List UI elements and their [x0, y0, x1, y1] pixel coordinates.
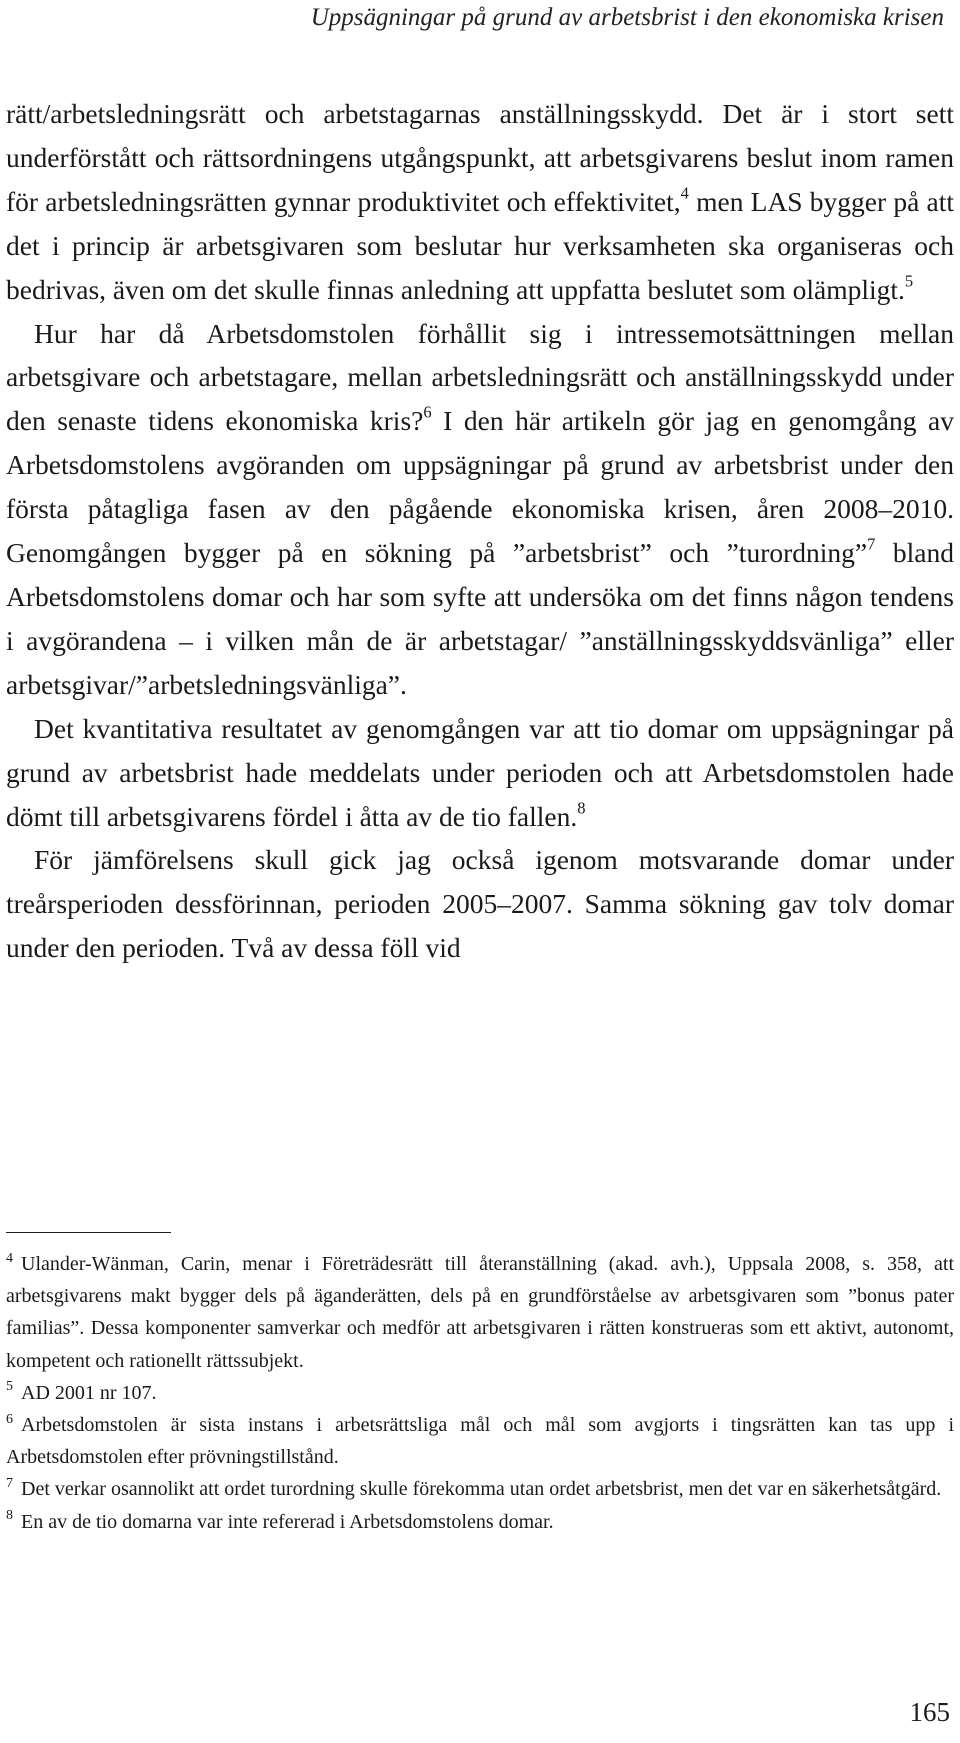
paragraph-2-text-b: I den här artikeln gör jag en genomgång av Arbetsdomstolens avgöranden om uppsägningar på grund av arbetsbrist under den första påtagliga fasen av den pågående ekonomiska krisen, åren 2008–2010. Genomgången bygger på en sökning på ”arbetsbrist” och ”turordning” [6, 405, 954, 569]
paragraph-3-text: Det kvantitativa resultatet av genomgången var att tio domar om uppsägningar på grund av arbetsbrist hade meddelats under perioden och att Arbetsdomstolen hade dömt till arbetsgivarens fördel i åtta av de tio fallen. [6, 712, 954, 832]
paragraph-2-text-a: Hur har då Arbetsdomstolen förhållit sig i intressemotsättningen mellan arbetsgivare och arbetstagare, mellan arbetsledningsrätt och anställningsskydd under den senaste tidens ekonomiska kris? [6, 317, 954, 437]
footnote-number: 7 [6, 1476, 13, 1492]
footnote-number: 4 [6, 1250, 13, 1266]
paragraph-1 [6, 92, 954, 312]
footnotes [6, 1248, 954, 1538]
paragraph-3 [6, 707, 954, 839]
paragraph-4 [6, 838, 954, 970]
paragraph-4-text: För jämförelsens skull gick jag också igenom motsvarande domar under treårsperioden dessförinnan, perioden 2005–2007. Samma sökning gav tolv domar under den perioden. Två av dessa föll vid [6, 844, 954, 964]
footnote-text: Arbetsdomstolen är sista instans i arbetsrättsliga mål och mål som avgjorts i tingsrätten kan tas upp i Arbetsdomstolen efter prövningstillstånd. [6, 1414, 954, 1469]
body-text [6, 92, 954, 970]
footnote-divider [6, 1232, 171, 1233]
footnote-4 [6, 1248, 954, 1377]
footnote-5 [6, 1377, 954, 1409]
footnote-ref-6: 6 [423, 402, 432, 422]
footnote-ref-5: 5 [904, 271, 914, 291]
footnote-ref-4: 4 [680, 183, 689, 203]
page-number: 165 [909, 1697, 950, 1727]
footnote-text: Det verkar osannolikt att ordet turordning skulle förekomma utan ordet arbetsbrist, men det var en säkerhetsåtgärd. [21, 1478, 942, 1501]
footnote-text: Ulander-Wänman, Carin, menar i Företrädesrätt till återanställning (akad. avh.), Uppsala 2008, s. 358, att arbetsgivarens makt bygger dels på äganderätten, dels på en grundförståelse av arbetsgivaren som ”bonus pater familias”. Dessa komponenter samverkar och medför att arbetsgivaren i rätten konstrueras som ett aktivt, autonomt, kompetent och rationellt rättssubjekt. [6, 1253, 954, 1372]
running-header: Uppsägningar på grund av arbetsbrist i den ekonomiska krisen [310, 4, 944, 31]
footnote-6 [6, 1409, 954, 1473]
paragraph-1-text-a: rätt/arbetsledningsrätt och arbetstagarnas anställningsskydd. Det är i stort sett underförstått och rättsordningens utgångspunkt, att arbetsgivarens beslut inom ramen för arbetsledningsrätten gynnar produktivitet och effektivitet, [6, 98, 954, 217]
footnote-8 [6, 1506, 954, 1538]
footnote-ref-8: 8 [577, 798, 586, 818]
footnote-text: AD 2001 nr 107. [21, 1381, 157, 1404]
paragraph-1-text-b: men LAS bygger på att det i princip är arbetsgivaren som beslutar hur verksamheten ska organiseras och bedrivas, även om det skulle finnas anledning att uppfatta beslutet som olämpligt. [6, 185, 954, 305]
footnote-7 [6, 1473, 954, 1505]
paragraph-2 [6, 312, 954, 707]
footnote-number: 5 [6, 1379, 13, 1395]
footnote-number: 8 [6, 1508, 13, 1524]
paragraph-2-text-c: bland Arbetsdomstolens domar och har som syfte att undersöka om det finns någon tendens i avgörandena – i vilken mån de är arbetstagar/ ”anställningsskyddsvänliga” eller arbetsgivar/”arbetsledningsvänliga”. [6, 537, 954, 700]
footnote-ref-7: 7 [867, 534, 876, 554]
footnote-text: En av de tio domarna var inte refererad i Arbetsdomstolens domar. [21, 1510, 554, 1533]
footnote-number: 6 [6, 1411, 13, 1427]
